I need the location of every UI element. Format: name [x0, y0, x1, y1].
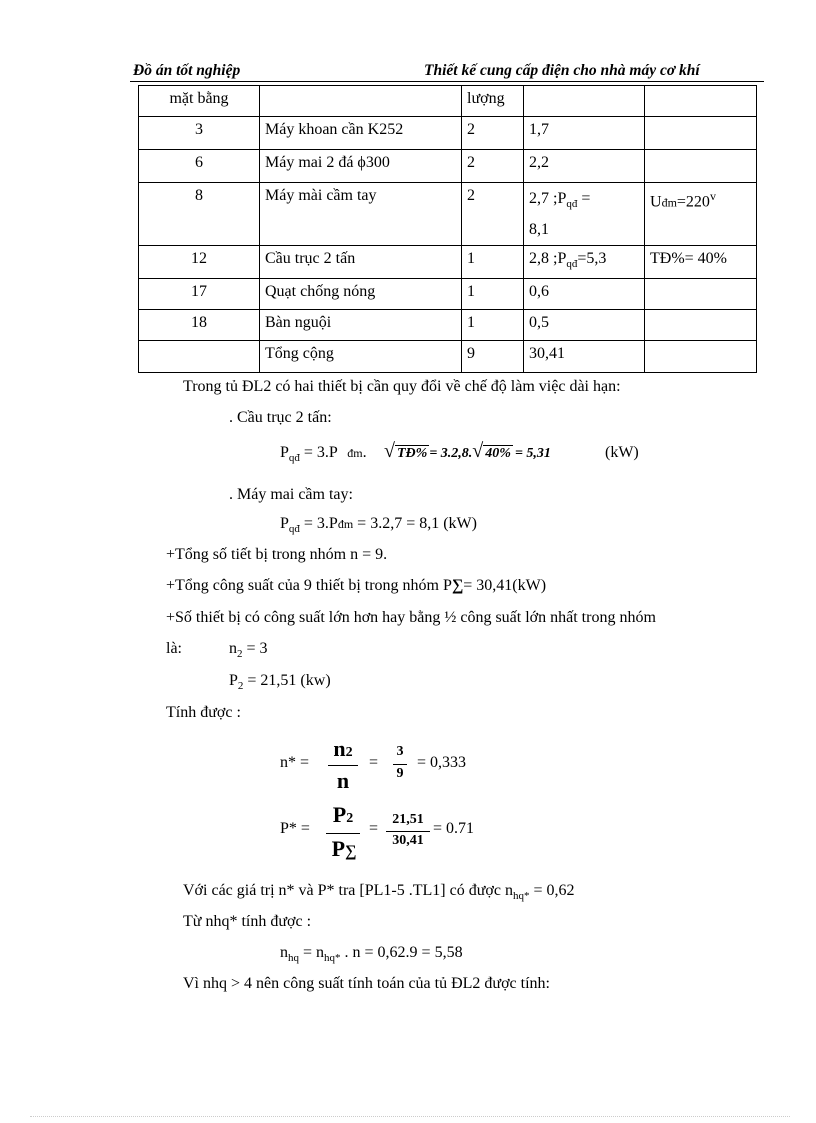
table-row	[139, 279, 757, 310]
note-text: U	[650, 193, 662, 211]
text-sub: 2	[345, 745, 353, 760]
text-sub: hq*	[324, 952, 341, 964]
text-sub: 2	[237, 648, 243, 660]
text-sub: 2	[346, 811, 354, 826]
table-cell: Cầu trục 2 tấn	[260, 246, 462, 279]
table-cell	[645, 279, 757, 310]
nstar-fraction-line2	[393, 764, 407, 765]
header-right: Thiết kế cung cấp điện cho nhà máy cơ khí	[424, 62, 700, 79]
table-row	[139, 246, 757, 279]
text-part: P	[229, 672, 238, 689]
table-cell: 0,5	[524, 310, 645, 341]
table-cell: 12	[139, 246, 260, 279]
line-total-power	[166, 577, 546, 595]
table-cell	[524, 246, 645, 279]
table-cell: Bàn nguội	[260, 310, 462, 341]
table-row	[139, 86, 757, 117]
nstar-lhs: n* =	[280, 754, 310, 771]
crane-unit: (kW)	[605, 444, 639, 461]
nstar-numerator	[328, 736, 358, 762]
text-part: P	[332, 802, 347, 827]
table-cell: TĐ%= 40%	[645, 246, 757, 279]
text-part: = 30,41(kW)	[463, 577, 547, 594]
table-cell	[524, 183, 645, 246]
formula-part: .	[362, 444, 367, 461]
table-cell: Tổng cộng	[260, 341, 462, 373]
table-cell	[645, 341, 757, 373]
line-from-nhq: Từ nhq* tính được :	[183, 913, 312, 930]
pstar-result: = 0.71	[433, 820, 475, 837]
table-cell	[524, 86, 645, 117]
power-tail: =5,3	[577, 250, 607, 267]
formula-sub: đm	[347, 446, 363, 460]
formula-part: = 3.P	[299, 444, 338, 461]
pstar-numerator	[324, 802, 362, 828]
intro-text: Trong tủ ĐL2 có hai thiết bị cần quy đổi về chế độ làm việc dài hạn:	[183, 378, 621, 395]
table-row	[139, 341, 757, 373]
text-part: P	[331, 836, 346, 861]
table-cell	[139, 341, 260, 373]
table-cell	[645, 150, 757, 183]
table-cell: 9	[462, 341, 524, 373]
table-row	[139, 150, 757, 183]
pstar-fraction-line2	[386, 831, 430, 832]
pstar-denominator2: 30,41	[392, 833, 424, 848]
table-row	[139, 117, 757, 150]
table-cell: 2,2	[524, 150, 645, 183]
n2-value	[229, 640, 268, 658]
equipment-table	[138, 85, 757, 373]
formula-sub: đm	[337, 517, 354, 531]
power-tail: =	[577, 190, 591, 207]
sqrt-term: TĐ%	[396, 446, 428, 461]
pstar-lhs: P* =	[280, 820, 310, 837]
pstar-eq: =	[369, 820, 379, 837]
text-sub: 2	[237, 680, 244, 692]
text-part: Với các giá trị n* và P* tra [PL1-5 .TL1] có được n	[183, 882, 513, 899]
table-cell: 3	[139, 117, 260, 150]
line-half-power: +Số thiết bị có công suất lớn hơn hay bằng ½ công suất lớn nhất trong nhóm	[166, 609, 656, 626]
text-part: = 3	[242, 640, 268, 657]
header-left: Đồ án tốt nghiệp	[133, 62, 241, 79]
calc-label: Tính được :	[166, 704, 241, 721]
text-sub: ∑	[345, 843, 357, 860]
p2-value	[229, 672, 331, 690]
table-cell: 17	[139, 279, 260, 310]
grinder-label: . Máy mai cầm tay:	[229, 486, 353, 503]
power-line2: 8,1	[529, 221, 549, 238]
text-part: = n	[299, 944, 325, 961]
formula-result: = 5,31	[514, 446, 551, 461]
nstar-fraction-line	[328, 765, 358, 766]
power-text: 2,8 ;P	[529, 250, 567, 267]
text-sub: hq*	[512, 890, 530, 902]
formula-sub: qđ	[288, 452, 300, 464]
table-cell: mặt bằng	[139, 86, 260, 117]
pstar-fraction-line	[326, 833, 360, 834]
line-lookup	[183, 882, 574, 900]
table-cell: 1,7	[524, 117, 645, 150]
note-sup: v	[709, 189, 716, 203]
formula-sub: qđ	[288, 523, 300, 535]
table-cell: 2	[462, 150, 524, 183]
nhq-formula	[280, 944, 463, 962]
table-cell: 6	[139, 150, 260, 183]
table-cell: 8	[139, 183, 260, 246]
power-sub: qđ	[566, 258, 578, 270]
text-part: = 0,62	[529, 882, 575, 899]
note-tail: =220	[676, 193, 710, 211]
sqrt-term: 40%	[485, 446, 511, 461]
table-cell: 30,41	[524, 341, 645, 373]
table-cell	[645, 117, 757, 150]
line-conclusion: Vì nhq > 4 nên công suất tính toán của tủ ĐL2 được tính:	[183, 975, 550, 992]
grinder-formula	[280, 515, 477, 533]
page-bottom-rule	[30, 1116, 790, 1117]
header-rule	[130, 81, 764, 82]
note-sub: đm	[661, 195, 677, 210]
power-sub: qđ	[566, 198, 578, 210]
nstar-denominator2: 9	[396, 766, 404, 781]
formula-part: P	[280, 515, 289, 532]
nstar-numerator2: 3	[396, 744, 404, 759]
crane-formula	[280, 444, 367, 462]
text-part: = 21,51 (kw)	[243, 672, 331, 689]
text-part: n	[229, 640, 237, 657]
table-cell	[260, 86, 462, 117]
formula-part: P	[280, 444, 289, 461]
table-cell: 18	[139, 310, 260, 341]
formula-part: = 3.P	[299, 515, 338, 532]
text-part: n	[280, 944, 288, 961]
nstar-eq: =	[369, 754, 379, 771]
text-part: . n = 0,62.9 = 5,58	[340, 944, 463, 961]
crane-label: . Cầu trục 2 tấn:	[229, 409, 332, 426]
table-cell: 0,6	[524, 279, 645, 310]
table-cell: 2	[462, 117, 524, 150]
formula-part: = 3.2,7 = 8,1 (kW)	[353, 515, 477, 532]
table-cell: Máy mai 2 đá ϕ300	[260, 150, 462, 183]
nstar-denominator: n	[336, 768, 350, 793]
table-cell: 1	[462, 310, 524, 341]
table-cell: lượng	[462, 86, 524, 117]
table-cell: Quạt chống nóng	[260, 279, 462, 310]
table-cell: Máy khoan cần K252	[260, 117, 462, 150]
text-part: n	[333, 736, 346, 761]
table-cell: 2	[462, 183, 524, 246]
table-cell	[645, 183, 757, 246]
table-cell: 1	[462, 246, 524, 279]
formula-part: = 3.2,8.	[429, 446, 473, 461]
line-total-devices: +Tổng số tiết bị trong nhóm n = 9.	[166, 546, 388, 563]
pstar-numerator2: 21,51	[392, 812, 424, 827]
pstar-denominator	[324, 836, 364, 862]
crane-sqrt: √ TĐ% = 3.2,8.√ 40% = 5,31	[384, 440, 551, 462]
table-cell	[645, 310, 757, 341]
table-row	[139, 183, 757, 246]
table-row	[139, 310, 757, 341]
table-cell: 1	[462, 279, 524, 310]
text-sub: hq	[288, 952, 299, 964]
nstar-result: = 0,333	[417, 754, 467, 771]
line-la: là:	[166, 640, 182, 657]
sigma-symbol: ∑	[451, 577, 464, 594]
power-text: 2,7 ;P	[529, 190, 567, 207]
table-cell: Máy mài cầm tay	[260, 183, 462, 246]
text-part: +Tổng công suất của 9 thiết bị trong nhóm P	[166, 577, 452, 594]
table-cell	[645, 86, 757, 117]
